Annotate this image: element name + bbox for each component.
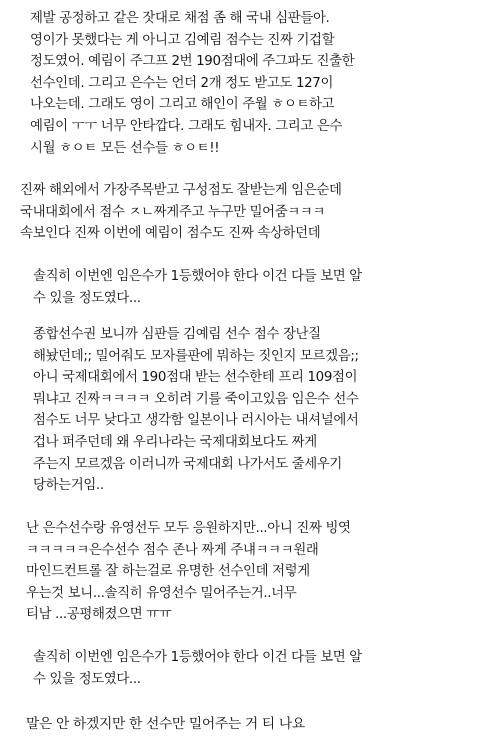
comment-line: 말은 안 하겠지만 한 선수만 밀어주는 거 티 나요 xyxy=(26,716,305,732)
comment-5 xyxy=(26,518,351,626)
comment-line: ㅋㅋㅋㅋㅋ은수선수 점수 존나 짜게 주냬ㅋㅋㅋ원래 xyxy=(26,542,319,558)
comment-line: 수 있을 정도였다... xyxy=(33,290,141,306)
comment-line: 당하는거임.. xyxy=(33,478,104,494)
comment-line: 수 있을 정도였다... xyxy=(33,671,141,687)
comment-4 xyxy=(33,324,359,497)
comment-line: 주는지 모르겠음 이러니까 국제대회 나가서도 줄세우기 xyxy=(33,456,342,472)
comment-line: 겁나 퍼주던데 왜 우리나라는 국제대회보다도 짜게 xyxy=(33,434,317,450)
comment-line: 마인드컨트롤 잘 하는걸로 유명한 선수인데 저렇게 xyxy=(26,564,310,580)
comment-line: 나오는데. 그래도 영이 그리고 해인이 주월 ㅎㅇㅌ하고 xyxy=(30,97,335,113)
comment-line: 예림이 ㅜㅜ 너무 안타깝다. 그래도 힘내자. 그리고 은수 xyxy=(30,118,343,134)
comment-line: 정도였어. 예림이 주그프 2번 190점대에 주그파도 진출한 xyxy=(30,54,355,70)
comment-1 xyxy=(30,8,354,159)
comment-line: 제발 공정하고 같은 잣대로 채점 좀 해 국내 심판들아. xyxy=(30,11,330,26)
comment-line: 선수인데. 그리고 은수는 언더 2개 정도 받고도 127이 xyxy=(30,75,334,91)
comment-line: 국내대회에서 점수 ㅈㄴ짜게주고 누구만 밀어줌ㅋㅋㅋ xyxy=(20,204,326,220)
comment-line: 시월 ㅎㅇㅌ 모든 선수들 ㅎㅇㅌ!! xyxy=(30,140,220,156)
comment-2 xyxy=(20,180,342,245)
comment-line: 티남 ...공평해졌으면 ㅠㅠ xyxy=(26,607,172,623)
comment-line: 속보인다 진짜 이번에 예림이 점수도 진짜 속상하던데 xyxy=(20,226,321,242)
comment-line: 난 은수선수랑 유영선두 모두 응원하지만...아니 진짜 빙엿 xyxy=(26,521,351,536)
comment-line: 영이가 못했다는 게 아니고 김예림 점수는 진짜 기겁할 xyxy=(30,32,335,48)
comment-line: 아니 국제대회에서 190점대 받는 선수한테 프리 109점이 xyxy=(33,370,358,386)
comment-line: 해놨던데;; 밀어줘도 모자를판에 뭐하는 짓인지 모르겠음;; xyxy=(33,348,359,364)
comment-6 xyxy=(33,647,362,690)
comment-3 xyxy=(33,266,362,309)
comment-line: 진짜 해외에서 가장주목받고 구성점도 잘받는게 임은순데 xyxy=(20,183,342,198)
comment-line: 점수도 너무 낮다고 생각함 일본이나 러시아는 내셔널에서 xyxy=(33,413,359,429)
comment-line: 뭐냐고 진짜ㅋㅋㅋㅋ 오히려 기를 죽이고있음 임은수 선수 xyxy=(33,391,359,407)
comment-7 xyxy=(26,714,305,736)
comment-line: 우는것 보니...솔직히 유영선수 밀어주는거..너무 xyxy=(26,585,297,601)
comment-line: 솔직히 이번엔 임은수가 1등했어야 한다 이건 다들 보면 알 xyxy=(33,269,362,284)
comment-line: 솔직히 이번엔 임은수가 1등했어야 한다 이건 다들 보면 알 xyxy=(33,650,362,665)
comment-line: 종합선수권 보니까 심판들 김예림 선수 점수 장난질 xyxy=(33,327,321,342)
